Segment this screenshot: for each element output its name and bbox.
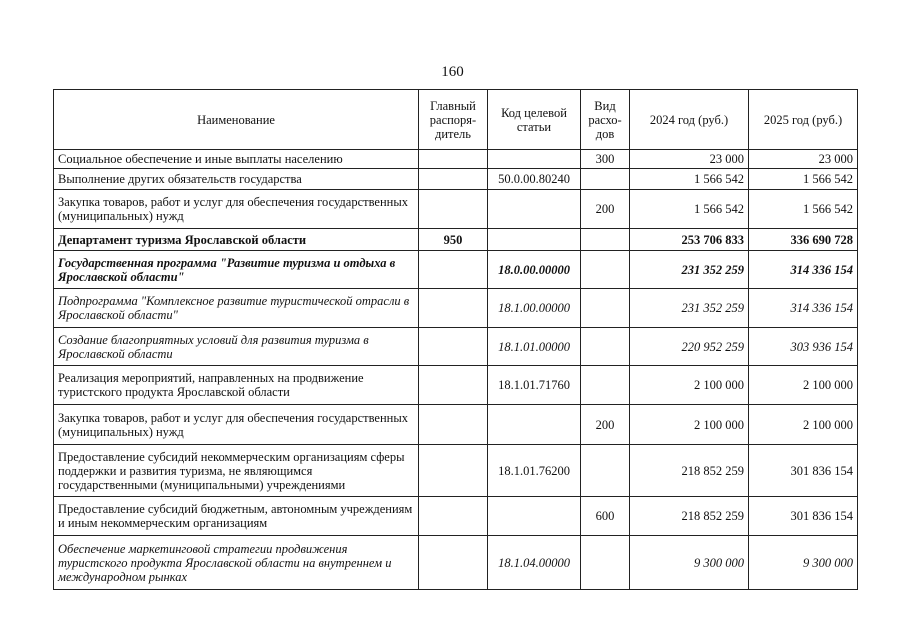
row-target-code [488,229,581,251]
table-row [54,150,858,169]
row-2025: 1 566 542 [749,169,858,190]
header-main-admin: Главный распоря-дитель [419,90,488,150]
row-2024: 231 352 259 [630,289,749,328]
row-2025: 1 566 542 [749,190,858,229]
row-2025: 303 936 154 [749,328,858,366]
row-target-code: 50.0.00.80240 [488,169,581,190]
row-target-code [488,405,581,445]
row-target-code: 18.0.00.00000 [488,251,581,289]
row-main-admin [419,169,488,190]
row-2024: 1 566 542 [630,169,749,190]
row-name: Департамент туризма Ярославской области [54,229,419,251]
row-main-admin [419,405,488,445]
row-target-code: 18.1.00.00000 [488,289,581,328]
row-expense-type [581,229,630,251]
row-expense-type: 200 [581,190,630,229]
row-2025: 23 000 [749,150,858,169]
row-2025: 2 100 000 [749,405,858,445]
row-2024: 2 100 000 [630,366,749,405]
row-main-admin [419,190,488,229]
row-2025: 9 300 000 [749,536,858,590]
row-main-admin: 950 [419,229,488,251]
table-row [54,289,858,328]
row-main-admin [419,289,488,328]
header-expense-type: Вид расхо-дов [581,90,630,150]
row-main-admin [419,445,488,497]
row-target-code [488,150,581,169]
table-row [54,366,858,405]
row-expense-type: 200 [581,405,630,445]
table-row [54,445,858,497]
row-2024: 231 352 259 [630,251,749,289]
header-name: Наименование [54,90,419,150]
row-name: Подпрограмма "Комплексное развитие туристической отрасли в Ярославской области" [54,289,419,328]
row-name: Предоставление субсидий некоммерческим организациям сферы поддержки и развития туризма, не являющимся государственными (муниципальными) учреждениями [54,445,419,497]
row-main-admin [419,366,488,405]
row-name: Реализация мероприятий, направленных на продвижение туристского продукта Ярославской области [54,366,419,405]
table-row [54,169,858,190]
row-main-admin [419,328,488,366]
row-target-code: 18.1.01.76200 [488,445,581,497]
row-2025: 336 690 728 [749,229,858,251]
row-2025: 301 836 154 [749,497,858,536]
row-name: Обеспечение маркетинговой стратегии продвижения туристского продукта Ярославской области на внутреннем и международном рынках [54,536,419,590]
row-2024: 23 000 [630,150,749,169]
page-number: 160 [441,64,464,80]
row-target-code: 18.1.01.00000 [488,328,581,366]
row-2025: 301 836 154 [749,445,858,497]
header-year-2025: 2025 год (руб.) [749,90,858,150]
row-expense-type [581,328,630,366]
row-target-code [488,190,581,229]
row-2024: 1 566 542 [630,190,749,229]
table-row [54,405,858,445]
table-row [54,328,858,366]
row-2024: 218 852 259 [630,445,749,497]
row-2024: 218 852 259 [630,497,749,536]
row-name: Предоставление субсидий бюджетным, автономным учреждениям и иным некоммерческим организациям [54,497,419,536]
row-expense-type [581,366,630,405]
row-expense-type [581,536,630,590]
header-target-code: Код целевой статьи [488,90,581,150]
table-row [54,536,858,590]
budget-table [53,89,858,590]
row-expense-type: 300 [581,150,630,169]
row-2024: 253 706 833 [630,229,749,251]
row-name: Создание благоприятных условий для развития туризма в Ярославской области [54,328,419,366]
row-2024: 220 952 259 [630,328,749,366]
table-row [54,251,858,289]
row-target-code: 18.1.04.00000 [488,536,581,590]
row-main-admin [419,150,488,169]
row-main-admin [419,251,488,289]
row-2025: 2 100 000 [749,366,858,405]
row-main-admin [419,536,488,590]
row-expense-type [581,289,630,328]
row-name: Государственная программа "Развитие туризма и отдыха в Ярославской области" [54,251,419,289]
row-2024: 2 100 000 [630,405,749,445]
row-expense-type [581,169,630,190]
table-header-row [54,90,858,150]
row-name: Социальное обеспечение и иные выплаты населению [54,150,419,169]
table-row [54,190,858,229]
row-2024: 9 300 000 [630,536,749,590]
row-name: Выполнение других обязательств государства [54,169,419,190]
row-main-admin [419,497,488,536]
row-name: Закупка товаров, работ и услуг для обеспечения государственных (муниципальных) нужд [54,190,419,229]
row-2025: 314 336 154 [749,251,858,289]
row-expense-type [581,445,630,497]
row-target-code: 18.1.01.71760 [488,366,581,405]
row-expense-type [581,251,630,289]
row-expense-type: 600 [581,497,630,536]
row-name: Закупка товаров, работ и услуг для обеспечения государственных (муниципальных) нужд [54,405,419,445]
row-target-code [488,497,581,536]
table-row [54,229,858,251]
header-year-2024: 2024 год (руб.) [630,90,749,150]
table-row [54,497,858,536]
row-2025: 314 336 154 [749,289,858,328]
